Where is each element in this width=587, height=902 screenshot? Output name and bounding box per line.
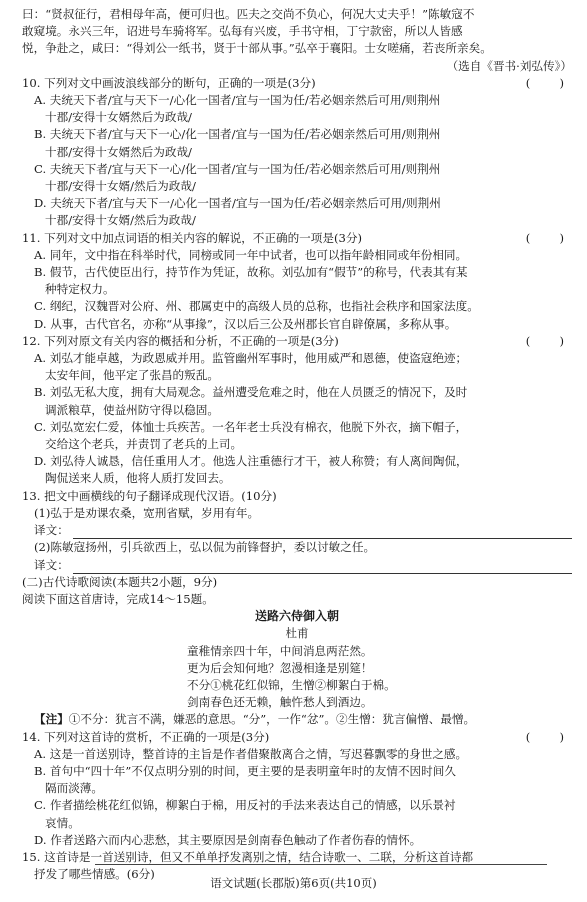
question-14 — [22, 729, 572, 849]
translation-answer-2[interactable] — [22, 557, 572, 574]
section-heading: (二)古代诗歌阅读(本题共2小题，9分) — [22, 574, 218, 589]
poem-line: 童稚情亲四十年，中间消息两茫然。 — [187, 643, 373, 658]
section-instruction: 阅读下面这首唐诗，完成14～15题。 — [22, 591, 214, 606]
passage-line: 悦，争赴之，咸曰：“得刘公一纸书，贤于十部从事。”弘卒于襄阳。士女嗟痛，若丧所亲矣。 — [22, 41, 492, 56]
option-b: B. 首句中“四十年”不仅点明分别的时间，更主要的是表明童年时的友情不因时间久 — [34, 763, 456, 778]
question-stem: 15. 这首诗是一首送别诗，但又不单单抒发离别之情，结合诗歌一、二联，分析这首诗都 — [22, 849, 474, 864]
passage-tail — [22, 6, 572, 75]
passage-line: 曰：“贤叔征行，君相母年高，便可归也。匹夫之交尚不负心，何况大丈夫乎！”陈敏寇不 — [22, 7, 475, 21]
poem-line: 剑南春色还无赖，触忤愁人到酒边。 — [187, 695, 373, 710]
exam-page — [22, 6, 572, 883]
option-a: A. 这是一首送别诗，整首诗的主旨是作者借聚散离合之情，写迟暮飘零的身世之感。 — [34, 746, 468, 761]
option-c: C. 夫统天下者/宜与天下一心/化一国者/宜与一国为任/若必姻亲然后可用/则荆州 — [34, 161, 441, 176]
option-b: B. 夫统天下者/宜与天下一心/化一国者/宜与一国为任/若必姻亲然后可用/则荆州 — [34, 127, 441, 142]
option-c-cont: 哀情。 — [45, 815, 80, 830]
question-stem: 13. 把文中画横线的句子翻译成现代汉语。(10分) — [22, 488, 277, 503]
option-d: D. 刘弘待人诚恳，信任重用人才。他选人注重德行才干，被人称赞；有人离间陶侃， — [34, 454, 468, 469]
option-c: C. 纲纪，汉魏晋对公府、州、郡属吏中的高级人员的总称，也指社会秩序和国家法度。 — [34, 299, 479, 314]
question-stem-cont: 抒发了哪些情感。(6分) — [34, 867, 155, 882]
option-b: B. 假节，古代使臣出行，持节作为凭证，故称。刘弘加有“假节”的称号，代表其有某 — [34, 265, 468, 280]
poem-note — [22, 711, 572, 728]
option-d: D. 作者送路六而内心悲愁，其主要原因是剑南春色触动了作者伤春的情怀。 — [34, 832, 422, 847]
option-d-cont: 陶侃送来人质，他将人质打发回去。 — [45, 471, 231, 486]
poem-author: 杜甫 — [285, 626, 309, 641]
answer-paren[interactable]: ( ) — [525, 729, 566, 744]
poem-title: 送路六侍御入朝 — [254, 609, 339, 624]
poem-line: 更为后会知何地？忽漫相逢是别筵！ — [187, 660, 373, 675]
option-c: C. 刘弘宽宏仁爱，体恤士兵疾苦。一名年老士兵没有棉衣，他脱下外衣，摘下帽子， — [34, 419, 468, 434]
option-d-cont: 十郡/安得十女婿/然后为政哉/ — [45, 213, 196, 228]
option-b-cont: 种特定权力。 — [45, 282, 115, 297]
option-b: B. 刘弘无私大度，拥有大局观念。益州遭受危难之时，他在人员匮乏的情况下，及时 — [34, 385, 468, 400]
note-label: 【注】 — [34, 712, 69, 727]
option-c-cont: 十郡/安得十女婿/然后为政哉/ — [45, 179, 196, 194]
answer-paren[interactable]: ( ) — [525, 333, 566, 348]
option-a-cont: 十郡/安得十女婿然后为政哉/ — [45, 110, 192, 125]
option-a: A. 同年，文中指在科举时代，同榜或同一年中试者，也可以指年龄相同或年份相同。 — [34, 247, 468, 262]
footer-divider — [95, 864, 547, 865]
option-c-cont: 交给这个老兵，并责罚了老兵的上司。 — [45, 437, 243, 452]
note-text: ①不分：犹言不满，嫌恶的意思。“分”，一作“忿”。②生憎：犹言偏憎、最憎。 — [68, 712, 476, 727]
poem — [22, 608, 572, 728]
poem-line: 不分①桃花红似锦，生憎②柳絮白于棉。 — [187, 677, 396, 692]
option-b-cont: 隔而淡薄。 — [45, 781, 103, 796]
translation-label: 译文： — [34, 557, 69, 572]
answer-rule[interactable] — [73, 561, 572, 574]
question-stem: 10. 下列对文中画波浪线部分的断句，正确的一项是(3分) — [22, 75, 316, 90]
question-11 — [22, 230, 572, 333]
translation-label: 译文： — [34, 523, 69, 538]
answer-paren[interactable]: ( ) — [525, 230, 566, 245]
option-a: A. 刘弘才能卓越，为政恩威并用。监管幽州军事时，他用威严和恩德，使盗寇绝迹； — [34, 351, 468, 366]
question-stem: 14. 下列对这首诗的赏析，不正确的一项是(3分) — [22, 729, 270, 744]
passage-line: 敢窥境。永兴三年，诏进号车骑将军。弘每有兴废，手书守相，丁宁款密，所以人皆感 — [22, 24, 463, 39]
question-12 — [22, 333, 572, 488]
question-10 — [22, 75, 572, 230]
translation-sentence-1: (1)弘于是劝课农桑，宽刑省赋，岁用有年。 — [34, 505, 260, 520]
option-b-cont: 调派粮草，使益州防守得以稳固。 — [45, 402, 219, 417]
translation-sentence-2: (2)陈敏寇扬州，引兵欲西上，弘以侃为前锋督护，委以讨敏之任。 — [34, 540, 376, 555]
option-b-cont: 十郡/安得十女婿然后为政哉/ — [45, 144, 192, 159]
option-a-cont: 太安年间，他平定了张昌的叛乱。 — [45, 368, 219, 383]
answer-rule[interactable] — [73, 526, 572, 539]
option-d: D. 从事，古代官名，亦称“从事掾”，汉以后三公及州郡长官自辟僚属，多称从事。 — [34, 316, 457, 331]
translation-answer-1[interactable] — [22, 522, 572, 539]
page-footer: 语文试题(长郡版)第6页(共10页) — [210, 876, 377, 890]
question-13 — [22, 488, 572, 574]
passage-source: （选自《晋书·刘弘传》） — [446, 58, 572, 73]
option-d: D. 夫统天下者/宜与天下一/心化一国者/宜与一国为任/若必姻亲然后可用/则荆州 — [34, 196, 441, 211]
question-stem: 11. 下列对文中加点词语的相关内容的解说，不正确的一项是(3分) — [22, 230, 362, 245]
question-stem: 12. 下列对原文有关内容的概括和分析，不正确的一项是(3分) — [22, 333, 339, 348]
answer-paren[interactable]: ( ) — [525, 75, 566, 90]
option-a: A. 夫统天下者/宜与天下一/心化一国者/宜与一国为任/若必姻亲然后可用/则荆州 — [34, 93, 441, 108]
option-c: C. 作者描绘桃花红似锦，柳絮白于棉，用反衬的手法来表达自己的情感，以乐景衬 — [34, 798, 456, 813]
